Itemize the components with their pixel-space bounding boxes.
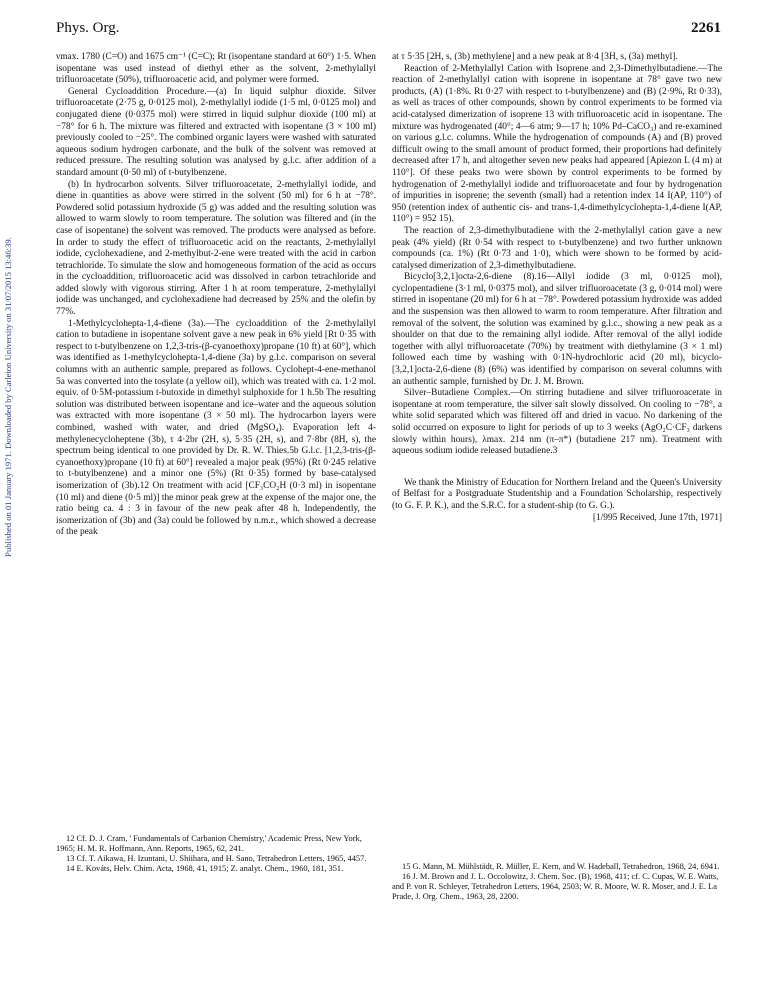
received-date: [1/995 Received, June 17th, 1971] bbox=[592, 512, 722, 523]
download-notice: Published on 01 January 1971. Downloaded by Carleton University on 31/07/2015 13:46:39. bbox=[3, 237, 13, 557]
download-watermark bbox=[0, 180, 16, 620]
paragraph: (b) In hydrocarbon solvents. Silver trifluoroacetate, 2-methylallyl iodide, and diene in quantities as above were stirred in the solvent (50 ml) for 6 h at −78°. Powdered solid potassium hydroxide (5 g) was added and the resulting solution was allowed to warm slowly to room temperature. The solution was filtered and (in the case of isopentane) the solvent was removed. The products were analysed as before. In order to study the effect of trifluoroacetic acid on the reactants, 2-methylallyl iodide, cyclohexadiene, and 2-methylbut-2-ene were treated with the acid in carbon tetrachloride. To simulate the slow and homogeneous formation of the acid as occurs in the cycloaddition, trifluoroacetic acid was dissolved in carbon tetrachloride and added slowly with vigorous stirring. After 1 h at room temperature, 2-methylallyl iodide was unchanged, and cyclohexadiene had decreased by 25% and the olefin by 77%. bbox=[56, 179, 376, 318]
page-number: 2261 bbox=[691, 20, 721, 36]
footnote: 14 E. Kováts, Helv. Chim. Acta, 1968, 41, 1915; Z. analyt. Chem., 1960, 181, 351. bbox=[66, 864, 344, 873]
footnotes-left bbox=[56, 834, 376, 874]
paragraph: General Cycloaddition Procedure.—(a) In liquid sulphur dioxide. Silver trifluoroacetate (2·75 g, 0·0125 mol), 2-methylallyl iodide (1·5 ml, 0·0125 mol) and conjugated diene (0·0375 mol) were stirred in liquid sulphur dioxide (100 ml) at −78° for 6 h. The mixture was filtered and extracted with isopentane (3 × 100 ml) previously cooled to −25°. The combined organic layers were washed with saturated aqueous sodium hydrogen carbonate, and the bulk of the solvent was removed at reduced pressure. The resulting solution was analysed by g.l.c. after addition of a standard amount (0·50 ml) of t-butylbenzene. bbox=[56, 86, 376, 178]
footnote: 13 Cf. T. Aikawa, H. Izuntani, U. Shiihara, and H. Sano, Tetrahedron Letters, 1965, 4457. bbox=[66, 854, 367, 863]
paragraph: 1-Methylcyclohepta-1,4-diene (3a).—The cycloaddition of the 2-methylallyl cation to butadiene in isopentane solvent gave a new peak in 6% yield [Rt 0·35 with respect to t-butylbenzene on 1,2,3-tris-(β-cyanoethoxy)propane (10 ft) at 60°], which was identified as 1-methylcyclohepta-1,4-diene (3a) by g.l.c. comparison on several columns with an authentic sample, prepared as follows. Cyclohept-4-ene-methanol 5a was converted into the tosylate (a yellow oil), which was treated with ca. 1·2 mol. equiv. of 0·5M-potassium t-butoxide in dimethyl sulphoxide for 1 h.5b The resulting solution was distributed between isopentane and ice–water and the aqueous solution was extracted with more isopentane (3 × 50 ml). The hydrocarbon layers were combined, washed with water, and dried (MgSO₄). Evaporation left 4-methylenecycloheptene (3b), τ 4·2br (2H, s), 5·35 (2H, s), and 7·8br (8H, s), the spectrum being identical to one provided by Dr. R. W. Thies.5b G.l.c. [1,2,3-tris-(β-cyanoethoxy)propane (10 ft) at 60°] revealed a major peak (95%) (Rt 0·245 relative to t-butylbenzene) and a minor one (5%) (Rt 0·35) formed by base-catalysed isomerization of (3b).12 On treatment with acid [CF₃CO₂H (0·3 ml) in isopentane (10 ml) and diene (0·5 ml)] the minor peak grew at the expense of the major one, the ratio being ca. 4 : 3 in favour of the new peak after 48 h. Independently, the isomerization of (3b) and (3a) could be followed by n.m.r., which showed a decrease of the peak bbox=[56, 318, 376, 538]
journal-name: Phys. Org. bbox=[56, 20, 120, 36]
footnote: 16 J. M. Brown and J. L. Occolowitz, J. Chem. Soc. (B), 1968, 411; cf. C. Cupas, W. E. Watts, and P. von R. Schleyer, Tetrahedron Letters, 1964, 2503; W. R. Moore, W. R. Moser, and J. E. La Prade, J. Org. Chem., 1963, 28, 2200. bbox=[392, 872, 719, 901]
footnote: 15 G. Mann, M. Mühlstädt, R. Müller, E. Kern, and W. Hadeball, Tetrahedron, 1968, 24, 6941. bbox=[402, 862, 720, 871]
footnotes-right bbox=[392, 862, 722, 902]
footnote: 12 Cf. D. J. Cram, ' Fundamentals of Carbanion Chemistry,' Academic Press, New York, 1965; H. M. R. Hoffmann, Ann. Reports, 1965, 62, 241. bbox=[56, 834, 362, 853]
acknowledgement: We thank the Ministry of Education for Northern Ireland and the Queen's University of Belfast for a Postgraduate Studentship and a Foundation Scholarship, respectively (to G. F. P. K.), and the S.R.C. for a student-ship (to G. G.). bbox=[392, 477, 722, 511]
paragraph: Reaction of 2-Methylallyl Cation with Isoprene and 2,3-Dimethylbutadiene.—The reaction of 2-methylallyl cation with isoprene in isopentane at 78° gave two new products, (A) (1·8%. Rt 0·27 with respect to t-butylbenzene) and (B) (2·9%, Rt 0·33), as well as traces of other compounds, shown by control experiments to be formed via acid-catalysed dimerization of isoprene 13 with trifluoroacetic acid in isopentane. The mixture was hydrogenated (40°; 4—6 atm; 9—17 h; 10% Pd–CaCO₃) and re-examined on various g.l.c. columns. While the hydrogenation of compounds (A) and (B) proved difficult owing to the small amount of product formed, their proportions had definitely decreased after 17 h, and altogether seven new peaks had appeared [Apiezon L (4 m) at 110°]. Of these peaks two were shown by control experiments to be formed by hydrogenation of 2-methylallyl iodide and trifluoroacetate and four by hydrogenation of impurities in isoprene; the seventh (small) had a retention index 14 I(AP, 110°) of 950 (retention index of authentic cis- and trans-1,4-dimethylcyclohepta-1,4-diene I(AP, 110°) = 952 15). bbox=[392, 63, 722, 225]
left-column bbox=[56, 52, 376, 539]
paragraph: The reaction of 2,3-dimethylbutadiene with the 2-methylallyl cation gave a new peak (4% yield) (Rt 0·54 with respect to t-butylbenzene) and two further unknown compounds (ca. 1%) (Rt 0·73 and 1·0), which were shown to be formed by acid-catalysed dimerization of 2,3-dimethylbutadiene. bbox=[392, 225, 722, 271]
paragraph: Bicyclo[3,2,1]octa-2,6-diene (8).16—Allyl iodide (3 ml, 0·0125 mol), cyclopentadiene (3·1 ml, 0·0375 mol), and silver trifluoroacetate (3 g, 0·014 mol) were stirred in isopentane (20 ml) for 6 h at −78°. Powdered potassium hydroxide was added and the suspension was then allowed to warm to room temperature. After filtration and removal of the solvent, the solution was examined by g.l.c., showing a new peak as a shoulder on that due to the remaining allyl iodide. After removal of the allyl iodide together with allyl trifluoroacetate (70%) by treatment with diethylamine (3 × 1 ml) followed each time by washing with 0·1N-hydrochloric acid (20 ml), bicyclo-[3,2,1]octa-2,6-diene (8) (6%) was identified by comparison on several columns with an authentic sample, furnished by Dr. J. M. Brown. bbox=[392, 272, 722, 387]
paragraph: at τ 5·35 [2H, s, (3b) methylene] and a new peak at 8·4 [3H, s, (3a) methyl]. bbox=[392, 52, 678, 62]
right-column bbox=[392, 52, 722, 524]
running-header bbox=[56, 20, 721, 42]
paragraph: νmax. 1780 (C=O) and 1675 cm⁻¹ (C=C); Rt (isopentane standard at 60°) 1·5. When isopentane was used instead of diethyl ether as the solvent, 2-methylallyl trifluoroacetate (50%), trifluoroacetic acid, and polymer were formed. bbox=[56, 52, 376, 86]
paragraph: Silver–Butadiene Complex.—On stirring butadiene and silver trifluoroacetate in isopentane at room temperature, the silver salt slowly dissolved. On cooling to −78°, a white solid separated which was filtered off and dried in vacuo. No darkening of the solid occurred on exposure to light for periods of up to 3 weeks (AgO₂C·CF₃ darkens slowly within hours), λmax. 214 nm (π–π*) (butadiene 217 nm). Treatment with aqueous sodium iodide released butadiene.3 bbox=[392, 388, 722, 457]
